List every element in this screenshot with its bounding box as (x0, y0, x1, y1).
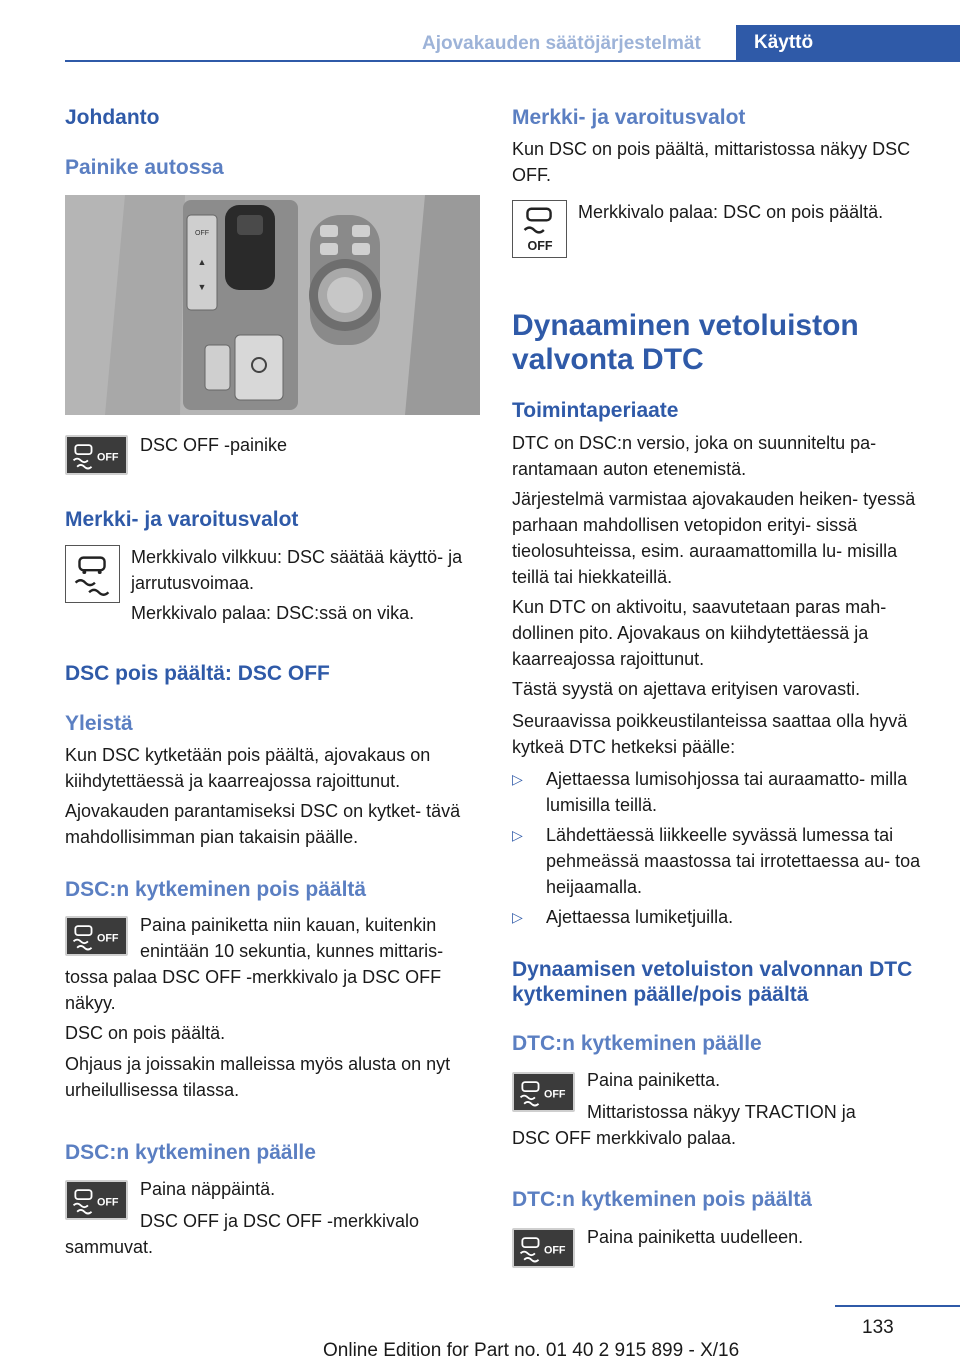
dtc-heading: Dynaaminen vetoluiston valvonta DTC (512, 309, 859, 376)
lights-p2: Merkkivalo palaa: DSC:ssä on vika. (131, 603, 415, 623)
bullet-icon: ▷ (512, 827, 523, 843)
running-header-tab: Käyttö (736, 25, 960, 61)
lights-p1: Merkkivalo vilkkuu: DSC säätää käyttö- ja jarrutusvoimaa. (131, 547, 463, 593)
principle-p2: Järjestelmä varmistaa ajovakauden heiken- tyessä parhaan mahdollisen vetopidon erityi- sissä tieolosuhteissa, esim. auraamattomilla lu- misilla teillä tai hiekkateillä. (512, 489, 916, 587)
dsc-off-button-icon-3 (65, 1180, 128, 1220)
icon-off-label: OFF (96, 451, 119, 464)
lamp-off-label: OFF (527, 239, 553, 254)
running-header-section: Ajovakauden säätöjärjestelmät (422, 33, 701, 54)
button-heading: Painike autossa (65, 156, 224, 179)
page-number: 133 (862, 1317, 894, 1338)
deactivate-p1b: tossa palaa DSC OFF -merkkivalo ja DSC OFF näkyy. (65, 967, 442, 1013)
principle-p5: Seuraavissa poikkeustilanteissa saattaa olla hyvä kytkeä DTC hetkeksi päälle: (512, 711, 908, 757)
header-rule (65, 60, 960, 62)
activate-heading: DSC:n kytkeminen päälle (65, 1141, 316, 1164)
dtc-off-heading: DTC:n kytkeminen pois päältä (512, 1188, 812, 1211)
principle-p3: Kun DTC on aktivoitu, saavutetaan paras mah- dollinen pito. Ajovakaus on kiihdytettäessä ja kaarreajossa rajoittunut. (512, 597, 887, 669)
dsc-off-button-icon-5 (512, 1228, 575, 1268)
bullet-icon: ▷ (512, 909, 523, 925)
deactivate-p3: Ohjaus ja joissakin malleissa myös alusta on nyt urheilullisessa tilassa. (65, 1054, 451, 1100)
dsc-off-lamp-icon (512, 200, 567, 258)
list-item-text: Ajettaessa lumiketjuilla. (546, 907, 734, 927)
footer-edition: Online Edition for Part no. 01 40 2 915 899 - X/16 (323, 1340, 740, 1361)
deactivate-heading: DSC:n kytkeminen pois päältä (65, 878, 367, 901)
general-p1: Kun DSC kytketään pois päältä, ajovakaus on kiihdytettäessä ja kaarreajossa rajoittunut. (65, 745, 431, 791)
dtc-switch-heading: Dynaamisen vetoluiston valvonnan DTC kytkeminen päälle/pois päältä (512, 958, 913, 1006)
icon-off-label: OFF (96, 932, 119, 945)
dsc-off-button-icon-2 (65, 916, 128, 956)
center-console-photo (65, 195, 480, 415)
lights-heading-right: Merkki- ja varoitusvalot (512, 106, 746, 129)
footer-rule (835, 1305, 960, 1307)
activate-p2b: sammuvat. (65, 1237, 154, 1257)
dsc-off-button-icon-4 (512, 1072, 575, 1112)
bullet-icon: ▷ (512, 771, 523, 787)
lights-heading-left: Merkki- ja varoitusvalot (65, 508, 299, 531)
list-item (512, 766, 932, 822)
dtc-on-p1: Paina painiketta. (587, 1070, 721, 1090)
dsc-off-heading: DSC pois päältä: DSC OFF (65, 662, 330, 685)
activate-p2a: DSC OFF ja DSC OFF -merkkivalo (140, 1211, 420, 1231)
deactivate-p2: DSC on pois päältä. (65, 1023, 226, 1043)
dtc-off-p1: Paina painiketta uudelleen. (587, 1227, 804, 1247)
svg-text:OFF: OFF (195, 230, 209, 237)
intro-heading: Johdanto (65, 106, 160, 129)
general-heading: Yleistä (65, 712, 133, 735)
activate-p1: Paina näppäintä. (140, 1179, 276, 1199)
list-item-text: Ajettaessa lumisohjossa tai auraamatto- milla lumisilla teillä. (546, 769, 908, 815)
list-item-text: Lähdettäessä liikkeelle syvässä lumessa tai pehmeässä maastossa tai irrotettaessa au- toa heijaamalla. (546, 825, 921, 897)
button-caption: DSC OFF -painike (140, 435, 288, 455)
dtc-on-p2b: DSC OFF merkkivalo palaa. (512, 1128, 737, 1148)
deactivate-p1a: Paina painiketta niin kauan, kuitenkin enintään 10 sekuntia, kunnes mittaris- (140, 915, 444, 961)
principle-p1: DTC on DSC:n versio, joka on suunniteltu pa- rantamaan auton etenemistä. (512, 433, 877, 479)
list-item (512, 822, 932, 904)
dtc-on-p2a: Mittaristossa näkyy TRACTION ja (587, 1102, 856, 1122)
right-lights-p1: Kun DSC on pois päältä, mittaristossa näkyy DSC OFF. (512, 139, 911, 185)
principle-p4: Tästä syystä on ajettava erityisen varovasti. (512, 679, 861, 699)
dsc-off-button-icon (65, 435, 128, 475)
dtc-on-heading: DTC:n kytkeminen päälle (512, 1032, 762, 1055)
icon-off-label: OFF (96, 1196, 119, 1209)
svg-text:▼: ▼ (197, 282, 207, 292)
icon-off-label: OFF (543, 1088, 566, 1101)
principle-heading: Toimintaperiaate (512, 399, 679, 422)
svg-text:▲: ▲ (197, 257, 207, 267)
right-lights-p2: Merkkivalo palaa: DSC on pois päältä. (578, 202, 884, 222)
list-item (512, 904, 932, 932)
general-p2: Ajovakauden parantamiseksi DSC on kytket- tävä mahdollisimman pian takaisin päälle. (65, 801, 461, 847)
dsc-warning-lamp-icon (65, 545, 120, 603)
icon-off-label: OFF (543, 1244, 566, 1257)
